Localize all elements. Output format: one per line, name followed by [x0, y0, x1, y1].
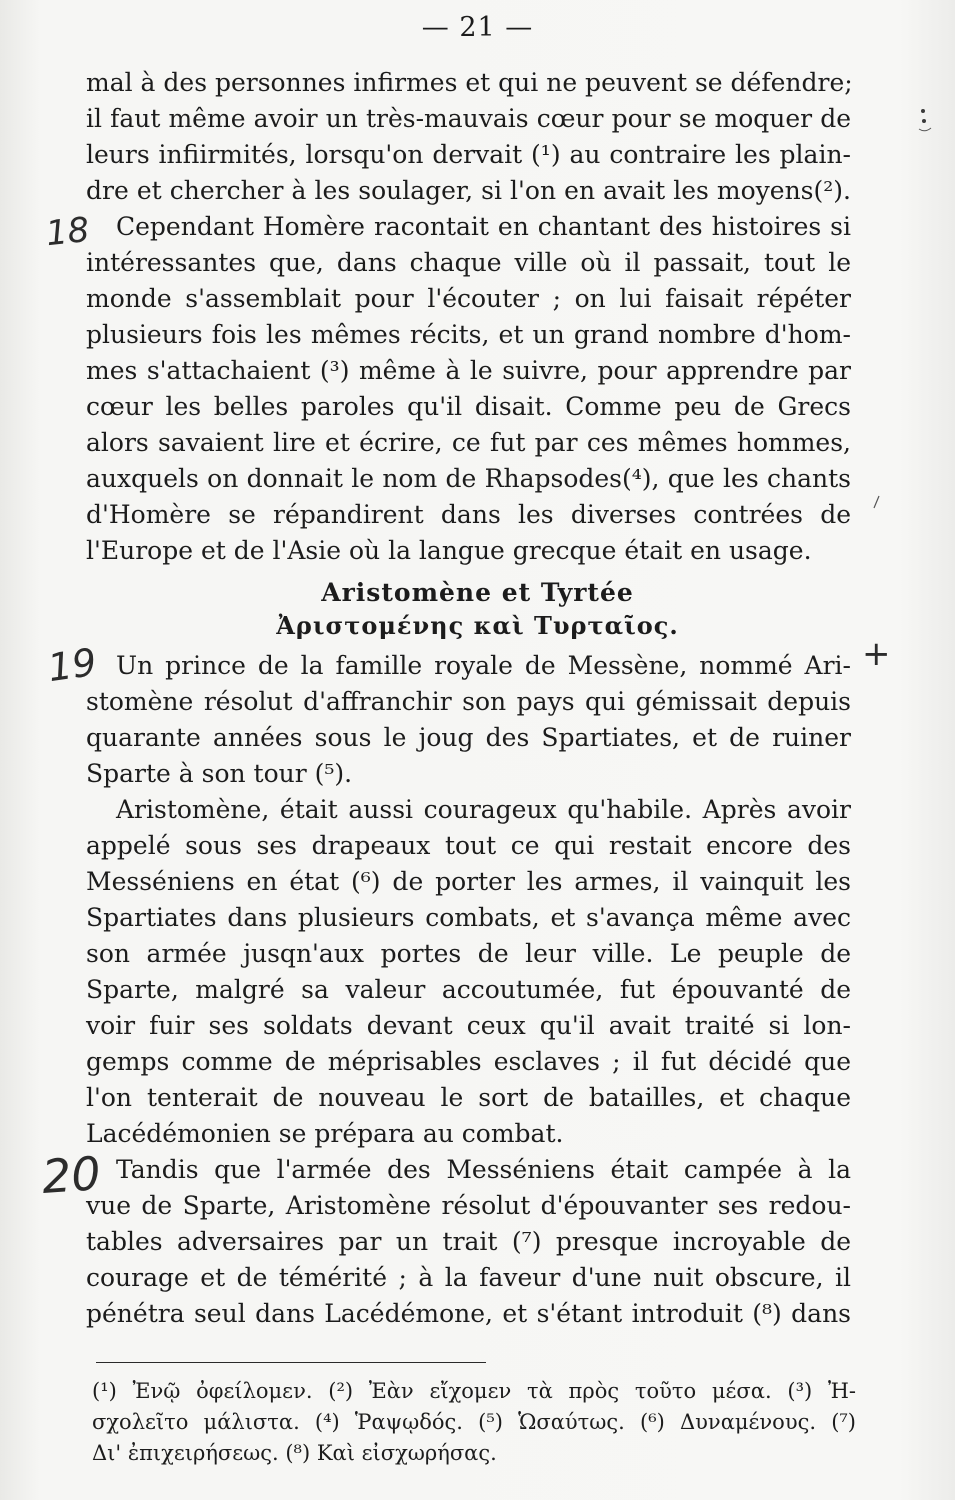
text-line: l'on tenterait de nouveau le sort de batailles, et chaque — [86, 1083, 851, 1112]
text-line: l'Europe et de l'Asie où la langue grecque était en usage. — [86, 536, 812, 565]
text-line: leurs infiirmités, lorsqu'on dervait (¹) au contraire les plain- — [86, 140, 851, 169]
text-line: gemps comme de méprisables esclaves ; il fut décidé que — [86, 1047, 851, 1076]
text-line: Sparte, malgré sa valeur accoutumée, fut épouvanté de — [86, 975, 851, 1004]
text-line: son armée jusqn'aux portes de leur ville. Le peuple de — [86, 939, 851, 968]
text-line: mal à des personnes infirmes et qui ne peuvent se défendre; — [86, 68, 853, 97]
text-line: vue de Sparte, Aristomène résolut d'épouvanter ses redou- — [86, 1191, 851, 1220]
text-line: dre et chercher à les soulager, si l'on en avait les moyens(²). — [86, 176, 851, 205]
handwritten-number-20: 20 — [40, 1146, 103, 1204]
text-line: quarante années sous le joug des Spartiates, et de ruiner — [86, 723, 851, 752]
text-line: intéressantes que, dans chaque ville où il passait, tout le — [86, 248, 851, 277]
text-line: plusieurs fois les mêmes récits, et un grand nombre d'hom- — [86, 320, 851, 349]
handwritten-number-18: 18 — [44, 209, 92, 255]
text-line: tables adversaires par un trait (⁷) presque incroyable de — [86, 1227, 851, 1256]
text-line: Lacédémonien se prépara au combat. — [86, 1119, 564, 1148]
text-line: Spartiates dans plusieurs combats, et s'avança même avec — [86, 903, 851, 932]
text-line: il faut même avoir un très-mauvais cœur pour se moquer de — [86, 104, 851, 133]
text-line: Aristomène, était aussi courageux qu'habile. Après avoir — [116, 795, 851, 824]
text-line: Sparte à son tour (⁵). — [86, 759, 353, 788]
margin-tick-icon — [870, 492, 884, 512]
footnote-rule — [96, 1362, 486, 1363]
text-line: monde s'assemblait pour l'écouter ; on lui faisait répéter — [86, 284, 851, 313]
section-title-gr: Ἀριστομένης καὶ Τυρταῖος. — [276, 611, 679, 640]
section-title-fr: Aristomène et Tyrtée — [321, 578, 634, 607]
handwritten-number-19: 19 — [45, 639, 100, 691]
text-line: cœur les belles paroles qu'il disait. Comme peu de Grecs — [86, 392, 851, 421]
text-line: d'Homère se répandirent dans les diverses contrées de — [86, 500, 851, 529]
text-line: auxquels on donnait le nom de Rhapsodes(⁴), que les chants — [86, 464, 851, 493]
margin-speck-icon — [915, 105, 935, 135]
text-line: alors savaient lire et écrire, ce fut par ces mêmes hommes, — [86, 428, 851, 457]
footnote-line: Δι' ἐπιχειρήσεως. (⁸) Καὶ εἰσχωρήσας. — [92, 1441, 497, 1465]
page-number: — 21 — — [421, 12, 534, 43]
text-line: Cependant Homère racontait en chantant des histoires si — [116, 212, 851, 241]
text-line: stomène résolut d'affranchir son pays qui gémissait depuis — [86, 687, 851, 716]
footnote-line: (¹) Ἐνῷ ὀφείλομεν. (²) Ἐὰν εἴχομεν τὰ πρὸς τοῦτο μέσα. (³) Ἠ- — [92, 1379, 856, 1403]
text-line: Messéniens en état (⁶) de porter les armes, il vainquit les — [86, 867, 851, 896]
text-line: courage et de témérité ; à la faveur d'une nuit obscure, il — [86, 1263, 851, 1292]
text-line: appelé sous ses drapeaux tout ce qui restait encore des — [86, 831, 851, 860]
handwritten-plus-mark: + — [862, 634, 891, 674]
text-line: pénétra seul dans Lacédémone, et s'étant introduit (⁸) dans — [86, 1299, 851, 1328]
text-line: Tandis que l'armée des Messéniens était campée à la — [116, 1155, 851, 1184]
text-line: voir fuir ses soldats devant ceux qu'il avait traité si lon- — [86, 1011, 851, 1040]
footnote-line: σχολεῖτο μάλιστα. (⁴) Ῥαψῳδός. (⁵) Ὡσαύτως. (⁶) Δυναμένους. (⁷) — [92, 1410, 856, 1434]
text-line: Un prince de la famille royale de Messène, nommé Ari- — [116, 651, 851, 680]
text-line: mes s'attachaient (³) même à le suivre, pour apprendre par — [86, 356, 851, 385]
